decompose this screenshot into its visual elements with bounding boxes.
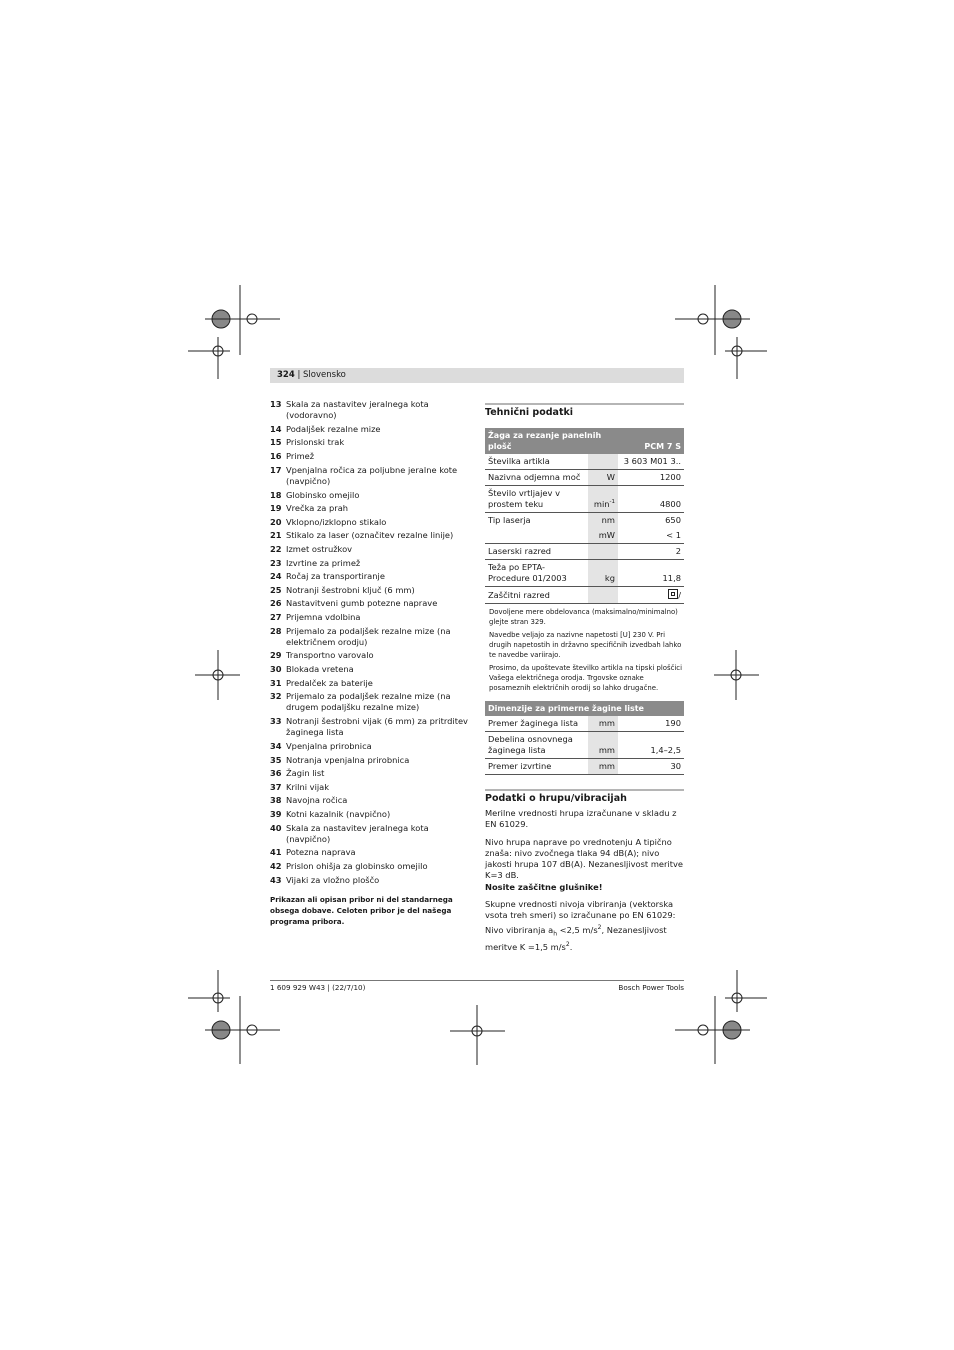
item-text: Vijaki za vložno ploščo [286,874,380,885]
list-item [270,517,470,528]
item-text: Izmet ostružkov [286,543,353,554]
list-item [270,875,470,886]
accessory-note: Prikazan ali opisan pribor ni del standarnega obsega dobave. Celoten pribor je del našega programa pribora. [270,894,453,926]
registration-mark-bottom-right [670,970,770,1065]
list-item [270,451,470,462]
dims-table-head [485,701,684,716]
list-item [270,823,470,846]
table-row [485,544,684,560]
item-number: 32 [270,691,282,702]
item-text: Prijemalo za podaljšek rezalne mize (na električnem orodju) [286,625,451,647]
table-row [485,587,684,604]
list-item [270,716,470,739]
dims-table [485,701,684,775]
noise-p3-sup1: 2 [597,923,602,931]
item-text: Transportno varovalo [286,650,374,661]
footnote: Prosimo, da upoštevate številko artikla na tipski ploščici Vašega električnega orodja. Trgovske oznake posameznih električnih orodij so lahko drugačne. [489,664,682,692]
tech-table [485,428,684,604]
item-text: Primež [286,451,315,462]
item-number: 24 [270,571,282,582]
noise-p3 [485,899,684,953]
header-separator: | [297,370,301,380]
cell-label [485,528,588,544]
item-text: Žagin list [286,768,325,779]
list-item [270,544,470,555]
cell-unit [588,587,618,604]
footnote: Navedbe veljajo za nazivne napetosti [U] 230 V. Pri drugih napetostih in državno specifičnih izvedbah lahko te navedbe variirajo. [489,631,682,659]
table-row [485,528,684,544]
list-item [270,678,470,689]
list-item [270,741,470,752]
item-number: 17 [270,464,282,475]
cell-unit: mm [588,732,618,759]
item-text: Ročaj za transportiranje [286,571,385,582]
item-text: Vpenjalna ročica za poljubne jeralne kote (navpično) [286,464,458,486]
cell-unit: nm [588,513,618,529]
item-text: Globinsko omejilo [286,489,360,500]
cell-value: 11,8 [618,560,684,587]
table-row [485,513,684,529]
item-text: Izvrtine za primež [286,557,361,568]
table-row [485,470,684,486]
noise-p1: Merilne vrednosti hrupa izračunane v skladu z EN 61029. [485,808,677,830]
item-text: Nastavitveni gumb potezne naprave [286,598,438,609]
cell-label: Število vrtljajev v prostem teku [485,486,588,513]
list-item [270,585,470,596]
item-number: 22 [270,543,282,554]
page-number: 324 [277,370,295,380]
cell-unit: mW [588,528,618,544]
item-text: Skala za nastavitev jeralnega kota (navpično) [286,822,429,844]
item-number: 23 [270,557,282,568]
table-row [485,732,684,759]
list-item [270,530,470,541]
list-item [270,465,470,488]
header-language: Slovensko [303,370,346,380]
item-text: Navojna ročica [286,795,348,806]
list-item [270,503,470,514]
list-item [270,847,470,858]
item-number: 29 [270,650,282,661]
page-footer [270,980,684,992]
noise-p2: Nivo hrupa naprave po vrednotenju A tipično znaša: nivo zvočnega tlaka 94 dB(A); nivo jakosti hrupa 107 dB(A). Nezanesljivost meritve K=3 dB. [485,836,683,881]
cell-unit [588,454,618,470]
list-item [270,768,470,779]
list-item [270,558,470,569]
item-text: Kotni kazalnik (navpično) [286,808,391,819]
noise-warning: Nosite zaščitne glušnike! [485,881,603,892]
item-text: Podaljšek rezalne mize [286,423,381,434]
item-number: 13 [270,399,282,409]
noise-title: Podatki o hrupu/vibracijah [485,789,684,804]
list-item [270,399,470,422]
table-row [485,560,684,587]
cell-label: Zaščitni razred [485,587,588,604]
cell-unit: $\min^{-1}$ [588,486,618,513]
item-text: Prijemalo za podaljšek rezalne mize (na drugem podaljšku rezalne mize) [286,691,451,713]
tech-head-model: PCM 7 S [618,428,684,454]
noise-p3-c: , Nezanesljivost meritve K =1,5 m/s [485,924,667,953]
cell-value: 4800 [618,486,684,513]
cell-value: 650 [665,515,681,525]
item-number: 19 [270,503,282,514]
item-number: 41 [270,847,282,858]
cell-unit: mm [588,716,618,732]
item-number: 25 [270,584,282,595]
footnote: Dovoljene mere obdelovanca (maksimalno/minimalno) glejte stran 329. [489,608,678,626]
protection-class-ii-icon [668,589,678,599]
item-text: Vpenjalna prirobnica [286,740,372,751]
list-item [270,795,470,806]
list-item [270,571,470,582]
list-item [270,612,470,623]
footer-right: Bosch Power Tools [618,983,684,992]
tech-head-label: Žaga za rezanje panelnih plošč [485,428,618,454]
cell-value: < 1 [618,528,684,544]
cell-label: Številka artikla [485,454,588,470]
item-text: Potezna naprava [286,847,356,858]
right-column [485,403,684,953]
item-number: 37 [270,781,282,792]
parts-list [270,399,470,927]
cell-label: Teža po EPTA-Procedure 01/2003 [485,560,588,587]
list-item [270,437,470,448]
item-text: Vrečka za prah [286,503,349,514]
item-number: 31 [270,677,282,688]
registration-mark-mid-right [714,650,759,700]
item-number: 14 [270,423,282,434]
table-row [485,454,684,470]
item-number: 43 [270,874,282,885]
item-number: 18 [270,489,282,500]
noise-p3-a: Skupne vrednosti nivoja vibriranja (vektorska vsota treh smeri) so izračunane po EN 61029: Nivo vibriranja a [485,899,676,935]
cell-label: Laserski razred [485,544,588,560]
list-item [270,650,470,661]
item-text: Prislonski trak [286,437,345,448]
list-item [270,490,470,501]
noise-p3-b: <2,5 m/s [557,924,598,935]
item-number: 15 [270,437,282,448]
list-item [270,664,470,675]
noise-p3-d: . [569,942,573,953]
list-item [270,861,470,872]
cell-unit [588,544,618,560]
item-number: 35 [270,754,282,765]
item-text: Notranji šestrobni vijak (6 mm) za pritrditev žaginega lista [286,716,468,738]
list-item [270,755,470,766]
noise-p3-sup2: 2 [565,941,570,949]
registration-mark-mid-left [195,650,240,700]
table-row [485,486,684,513]
item-text: Krilni vijak [286,781,330,792]
list-item [270,782,470,793]
registration-mark-bottom-center [450,1005,505,1065]
item-text: Notranja vpenjalna prirobnica [286,754,410,765]
cell-value: 3 603 M01 3.. [618,454,684,470]
tech-table-head [485,428,684,454]
item-text: Prijemna vdolbina [286,611,361,622]
cell-unit: mm [588,759,618,775]
dims-head-label: Dimenzije za primerne žagine liste [485,701,684,716]
cell-value: 1,4–2,5 [618,732,684,759]
item-text: Notranji šestrobni ključ (6 mm) [286,584,415,595]
cell-value: / [618,587,684,604]
cell-value: 2 [618,544,684,560]
item-text: Stikalo za laser (označitev rezalne linije) [286,530,454,541]
item-text: Skala za nastavitev jeralnega kota (vodoravno) [286,399,429,421]
cell-value: 190 [618,716,684,732]
item-text: Predalček za baterije [286,677,373,688]
item-number: 39 [270,808,282,819]
item-number: 33 [270,716,282,727]
cell-value: 1200 [618,470,684,486]
cell-label: Premer izvrtine [485,759,588,775]
item-number: 36 [270,768,282,779]
page-header [270,368,684,383]
item-text: Prislon ohišja za globinsko omejilo [286,861,428,871]
cell-value: 30 [618,759,684,775]
item-text: Blokada vretena [286,663,354,674]
cell-unit: kg [588,560,618,587]
tech-footnotes [485,607,684,693]
item-number: 38 [270,795,282,806]
registration-mark-top-left [185,285,285,380]
item-number: 20 [270,516,282,527]
table-row [485,716,684,732]
cell-label: Tip laserja [488,515,531,525]
item-number: 28 [270,625,282,636]
list-item [270,809,470,820]
item-number: 16 [270,451,282,462]
item-text: Vklopno/izklopno stikalo [286,516,387,527]
table-row [485,759,684,775]
item-number: 34 [270,740,282,751]
list-item [270,691,470,714]
list-item [270,626,470,649]
item-number: 42 [270,861,282,871]
noise-p3-sub: h [553,930,558,938]
item-number: 21 [270,530,282,541]
item-number: 40 [270,822,282,833]
footer-left: 1 609 929 W43 | (22/7/10) [270,983,366,992]
item-number: 30 [270,663,282,674]
registration-mark-top-right [670,285,770,380]
tech-title: Tehnični podatki [485,403,684,418]
item-number: 26 [270,598,282,609]
list-item [270,598,470,609]
cell-label: Nazivna odjemna moč [485,470,588,486]
cell-unit: W [588,470,618,486]
item-number: 27 [270,611,282,622]
cell-label: Premer žaginega lista [485,716,588,732]
cell-label: Debelina osnovnega žaginega lista [485,732,588,759]
list-item [270,424,470,435]
